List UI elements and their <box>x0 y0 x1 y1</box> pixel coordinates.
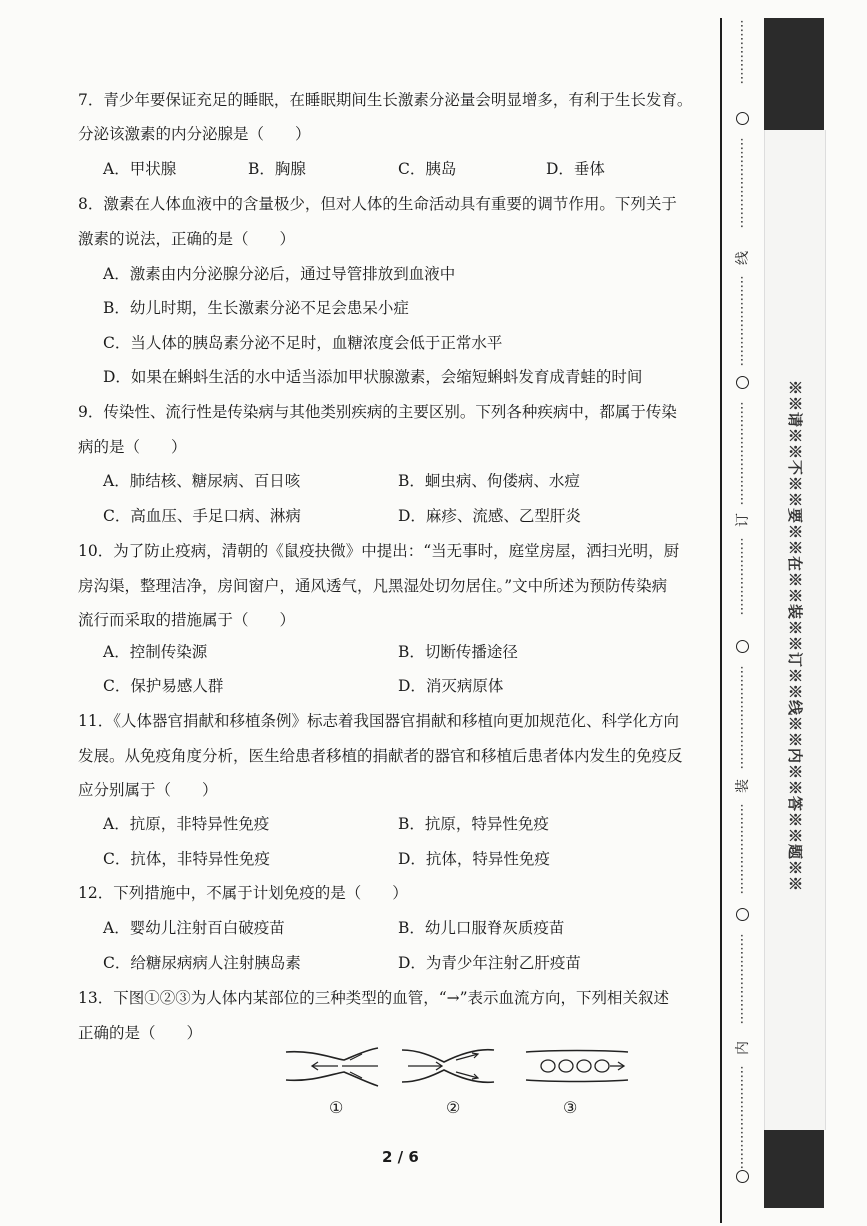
q7-option-c: C．胰岛 <box>398 160 457 178</box>
q9-option-d: D．麻疹、流感、乙型肝炎 <box>398 507 581 525</box>
q13-stem-line-2: 正确的是（ ） <box>78 1024 203 1042</box>
q11-option-b: B．抗原，特异性免疫 <box>398 815 549 833</box>
q8-stem-line-2: 激素的说法，正确的是（ ） <box>78 230 296 248</box>
q10-stem-line-1: 10．为了防止疫病，清朝的《鼠疫抉微》中提出：“当无事时，庭堂房屋，洒扫光明，厨 <box>78 542 680 560</box>
figure-label-2: ② <box>446 1098 461 1117</box>
binding-char-ding: 订 <box>735 513 751 527</box>
q12-option-b: B．幼儿口服脊灰质疫苗 <box>398 919 565 937</box>
q7-option-b: B．胸腺 <box>248 160 306 178</box>
q11-option-d: D．抗体，特异性免疫 <box>398 850 550 868</box>
q8-stem-line-1: 8．激素在人体血液中的含量极少，但对人体的生命活动具有重要的调节作用。下列关于 <box>78 195 677 213</box>
q11-stem-line-3: 应分别属于（ ） <box>78 781 218 799</box>
figure-label-3: ③ <box>563 1098 578 1117</box>
q11-stem-line-1: 11．《人体器官捐献和移植条例》标志着我国器官捐献和移植向更加规范化、科学化方向 <box>78 712 679 730</box>
binding-char-xian: 线 <box>735 251 751 265</box>
binding-dotted-column: ⋮ ⋮ ⋮ ⋮ ⋮ ⋮ ⋮ ⋮ ⋮ ⋮ ⋮ ⋮ 线 ⋮ ⋮ ⋮ ⋮ ⋮ ⋮ ⋮ ⋮ ⋮ ⋮ ⋮ ⋮ ⋮ ⋮ ⋮ 订 ⋮ ⋮ ⋮ ⋮ ⋮ ⋮ ⋮ ⋮ ⋮ ⋮ ⋮ ⋮ ⋮ ⋮ 装 ⋮ ⋮ ⋮ ⋮ ⋮ ⋮ ⋮ ⋮ ⋮ ⋮ ⋮ ⋮ ⋮ ⋮ 内 ⋮ ⋮ ⋮ ⋮ ⋮ ⋮ ⋮ ⋮ <box>734 20 750 1220</box>
answer-warning-text: ※※请※※不※※要※※在※※装※※订※※线※※内※※答※※题※※ <box>786 380 804 893</box>
q12-option-a: A．婴幼儿注射百白破疫苗 <box>103 919 285 937</box>
binding-char-zhuang: 装 <box>735 779 751 793</box>
q12-option-d: D．为青少年注射乙肝疫苗 <box>398 954 581 972</box>
q10-stem-line-2: 房沟渠，整理洁净，房间窗户，通风透气，凡黑湿处切勿居住。”文中所述为预防传染病 <box>78 577 668 595</box>
q10-option-d: D．消灭病原体 <box>398 677 504 695</box>
q10-option-b: B．切断传播途径 <box>398 643 518 661</box>
binding-hole-icon <box>736 1170 749 1183</box>
q7-stem-line-1: 7．青少年要保证充足的睡眠，在睡眠期间生长激素分泌量会明显增多，有利于生长发育。 <box>78 91 693 109</box>
binding-char-nei: 内 <box>735 1041 751 1055</box>
binding-hole-icon <box>736 376 749 389</box>
q7-option-d: D．垂体 <box>546 160 605 178</box>
binding-hole-icon <box>736 112 749 125</box>
q8-option-a: A．激素由内分泌腺分泌后，通过导管排放到血液中 <box>103 265 456 283</box>
scan-shadow-top <box>764 18 824 130</box>
answer-warning <box>770 380 818 893</box>
q8-option-d: D．如果在蝌蚪生活的水中适当添加甲状腺激素，会缩短蝌蚪发育成青蛙的时间 <box>103 368 643 386</box>
figure-label-1: ① <box>329 1098 344 1117</box>
binding-line <box>720 18 722 1223</box>
q9-option-a: A．肺结核、糖尿病、百日咳 <box>103 472 301 490</box>
q8-option-c: C．当人体的胰岛素分泌不足时，血糖浓度会低于正常水平 <box>103 334 503 352</box>
q10-option-c: C．保护易感人群 <box>103 677 224 695</box>
binding-hole-icon <box>736 640 749 653</box>
q9-option-b: B．蛔虫病、佝偻病、水痘 <box>398 472 580 490</box>
q9-stem-line-1: 9．传染性、流行性是传染病与其他类别疾病的主要区别。下列各种疾病中，都属于传染 <box>78 403 677 421</box>
vessel-figure-2 <box>398 1044 498 1090</box>
q10-stem-line-3: 流行而采取的措施属于（ ） <box>78 611 296 629</box>
q11-stem-line-2: 发展。从免疫角度分析，医生给患者移植的捐献者的器官和移植后患者体内发生的免疫反 <box>78 747 683 765</box>
q7-option-a: A．甲状腺 <box>103 160 177 178</box>
q11-option-c: C．抗体，非特异性免疫 <box>103 850 270 868</box>
q9-stem-line-2: 病的是（ ） <box>78 438 187 456</box>
q7-stem-line-2: 分泌该激素的内分泌腺是（ ） <box>78 125 311 143</box>
q13-stem-line-1: 13．下图①②③为人体内某部位的三种类型的血管，“→”表示血流方向，下列相关叙述 <box>78 989 670 1007</box>
q11-option-a: A．抗原，非特异性免疫 <box>103 815 270 833</box>
q10-option-a: A．控制传染源 <box>103 643 208 661</box>
q12-option-c: C．给糖尿病病人注射胰岛素 <box>103 954 301 972</box>
q9-option-c: C．高血压、手足口病、淋病 <box>103 507 301 525</box>
q12-stem-line-1: 12．下列措施中，不属于计划免疫的是（ ） <box>78 884 408 902</box>
scan-shadow-bottom <box>764 1130 824 1208</box>
q8-option-b: B．幼儿时期，生长激素分泌不足会患呆小症 <box>103 299 409 317</box>
vessel-figure-3 <box>522 1044 632 1090</box>
vessel-figure-1 <box>282 1044 382 1090</box>
binding-hole-icon <box>736 908 749 921</box>
page-number: 2 / 6 <box>382 1148 419 1166</box>
